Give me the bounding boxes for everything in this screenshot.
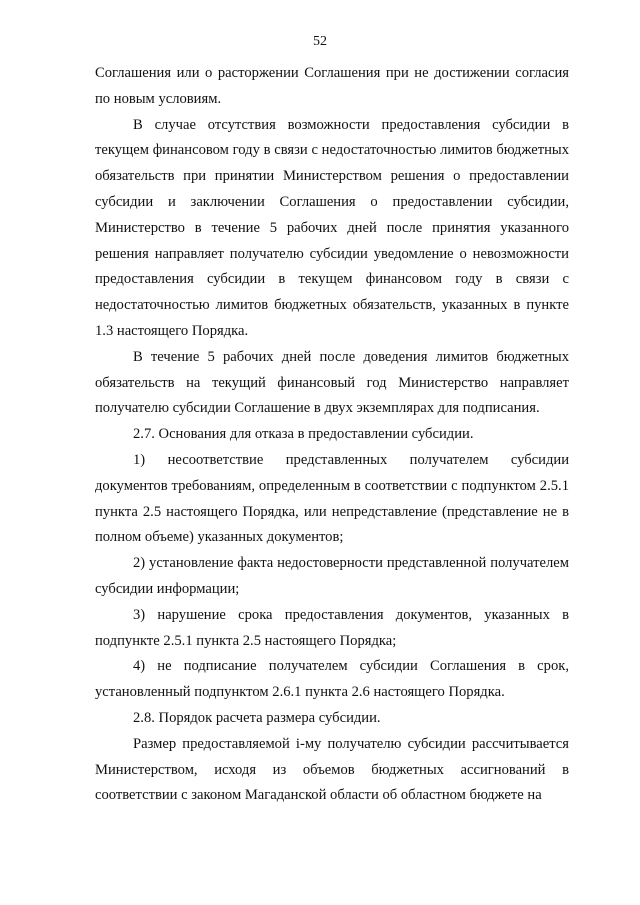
paragraph-agreement-dispatch: В течение 5 рабочих дней после доведения лимитов бюджетных обязательств на текущий финансовый год Министерство направляет получателю субсидии Соглашение в двух экземплярах для подписания. (95, 348, 569, 417)
list-item-1: 1) несоответствие представленных получателем субсидии документов требованиям, определенным в соответствии с подпунктом 2.5.1 пункта 2.5 настоящего Порядка, или непредставление (представление не в полном объеме) указанных документов; (95, 451, 569, 546)
paragraph-subsidy-size: Размер предоставляемой i-му получателю субсидии рассчитывается Министерством, исходя из объемов бюджетных ассигнований в соответствии с законом Магаданской области об областном бюджете на (95, 735, 569, 804)
section-heading-2-8: 2.8. Порядок расчета размера субсидии. (133, 709, 381, 726)
list-item-4: 4) не подписание получателем субсидии Соглашения в срок, установленный подпунктом 2.6.1 пункта 2.6 настоящего Порядка. (95, 658, 569, 701)
list-item-2: 2) установление факта недостоверности представленной получателем субсидии информации; (95, 555, 569, 597)
section-heading-2-7: 2.7. Основания для отказа в предоставлении субсидии. (133, 426, 474, 443)
document-body (95, 61, 569, 809)
page-number: 52 (313, 34, 327, 49)
paragraph-insufficient-limits: В случае отсутствия возможности предоставления субсидии в текущем финансовом году в связи с недостаточностью лимитов бюджетных обязательств при принятии Министерством решения о предоставлении субсидии и заключении Соглашения о предоставлении субсидии, Министерство в течение 5 рабочих дней после принятия указанного решения направляет получателю субсидии уведомление о невозможности предоставления субсидии в текущем финансовом году в связи с недостаточностью лимитов бюджетных обязательств, указанных в пункте 1.3 настоящего Порядка. (95, 116, 569, 339)
list-item-3: 3) нарушение срока предоставления документов, указанных в подпункте 2.5.1 пункта 2.5 настоящего Порядка; (95, 606, 569, 649)
paragraph-continuation: Соглашения или о расторжении Соглашения при не достижении согласия по новым условиям. (95, 65, 569, 107)
